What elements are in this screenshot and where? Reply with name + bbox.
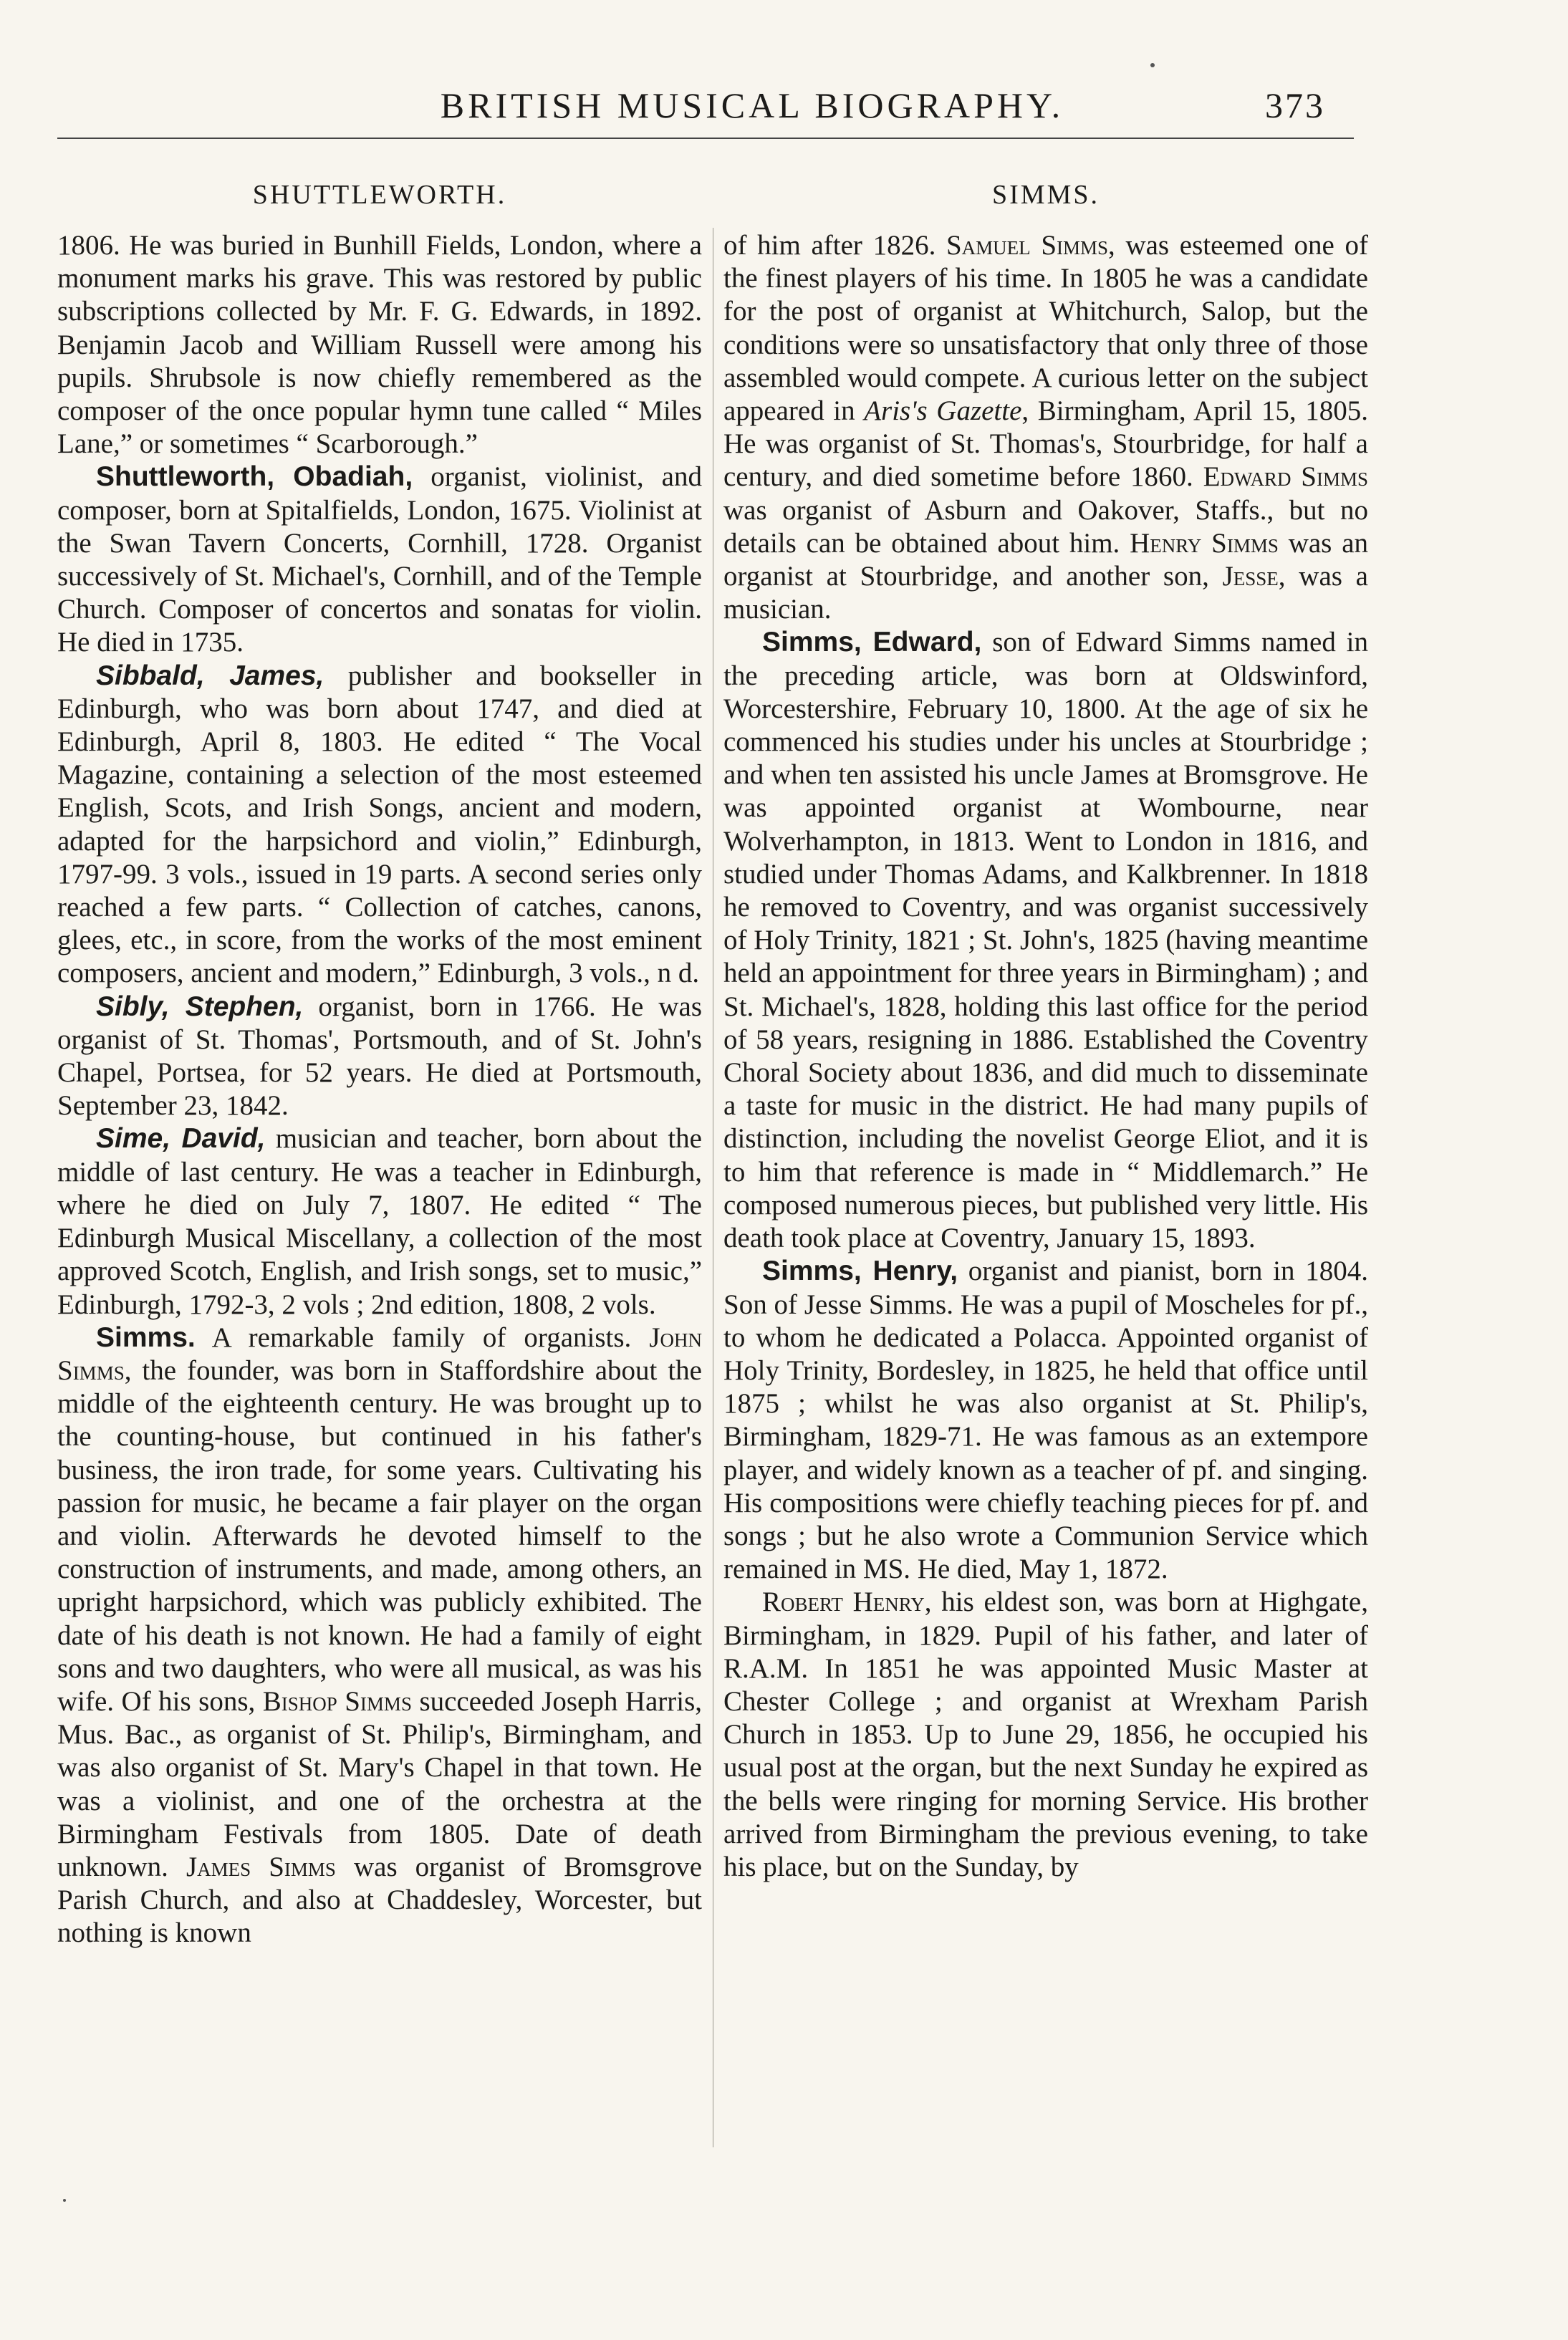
publication-title: Aris's Gazette — [864, 395, 1022, 427]
print-speck — [63, 2199, 66, 2202]
running-title: BRITISH MUSICAL BIOGRAPHY. — [440, 85, 1064, 125]
page-number: 373 — [1265, 85, 1325, 125]
person-name: Henry Simms — [1130, 527, 1279, 559]
entry-text: organist, born in 1766. He was organist of St. Thomas', Portsmouth, and of St. John's Chapel, Portsea, for 52 years. He died at Portsmouth, September 23, 1842. — [57, 991, 702, 1122]
entry-text: was organist of Asburn and Oakover, Staffs., but no details can be obtained about him. — [723, 494, 1368, 559]
entry-sime — [57, 1122, 702, 1321]
left-column-heading: SHUTTLEWORTH. — [252, 180, 507, 210]
entry-simms-family-continued — [723, 229, 1368, 626]
entry-headword: Simms. — [96, 1321, 196, 1353]
left-column — [57, 179, 702, 1950]
entry-text: , his eldest son, was born at Highgate, Birmingham, in 1829. Pupil of his father, and later of R.A.M. In 1851 he was appointed Music Master at Chester College ; and organist at Wrexham Parish Church in 1853. Up to June 29, 1856, he occupied his usual post at the organ, but the next Sunday he expired as the bells were ringing for morning Service. His brother arrived from Birmingham the previous evening, to take his place, but on the Sunday, by — [723, 1587, 1368, 1882]
entry-simms-family — [57, 1321, 702, 1950]
entry-headword: Simms, Henry, — [762, 1256, 958, 1287]
entry-sibbald — [57, 660, 702, 991]
entry-text: was an organist at Stourbridge, and another son, — [723, 527, 1368, 592]
entry-text: publisher and bookseller in Edinburgh, who was born about 1747, and died at Edinburgh, April 8, 1803. He edited “ The Vocal Magazine, containing a selection of the most esteemed English, Scots, and Irish Songs, ancient and modern, adapted for the harpsichord and violin,” Edinburgh, 1797-99. 3 vols., issued in 19 parts. A second series only reached a few parts. “ Collection of catches, canons, glees, etc., in score, from the works of the most eminent composers, ancient and modern,” Edinburgh, 3 vols., n d. — [57, 660, 702, 989]
entry-text: son of Edward Simms named in the preceding article, was born at Oldswinford, Worcestershire, February 10, 1800. At the age of six he commenced his studies under his uncles at Stourbridge ; and when ten assisted his uncle James at Bromsgrove. He was appointed organist at Wombourne, near Wolverhampton, in 1813. Went to London in 1816, and studied under Thomas Adams, and Kalkbrenner. In 1818 he removed to Coventry, and was organist successively of Holy Trinity, 1821 ; St. John's, 1825 (having meantime held an appointment for three years in Birmingham) ; and St. Michael's, 1828, holding this last office for the period of 58 years, resigning in 1886. Established the Coventry Choral Society about 1836, and did much to disseminate a taste for music in the district. He had many pupils of distinction, including the novelist George Eliot, and it is to him that reference is made in “ Middlemarch.” He composed numerous pieces, but published very little. His death took place at Coventry, January 15, 1893. — [723, 627, 1368, 1254]
entry-headword: Shuttleworth, Obadiah, — [96, 461, 413, 493]
entry-headword: Sime, David, — [96, 1123, 266, 1155]
entry-text: succeeded Joseph Harris, Mus. Bac., as organist of St. Philip's, Birmingham, and was also organist of St. Mary's Chapel in that town. He was a violinist, and one of the orchestra at the Birmingham Festivals from 1805. Date of death unknown. — [57, 1685, 703, 1882]
entry-text: was organist of Bromsgrove Parish Church, and also at Chaddesley, Worcester, but nothing is known — [57, 1851, 702, 1949]
person-name: James Simms — [186, 1851, 336, 1882]
entry-headword: Sibly, Stephen, — [96, 991, 304, 1022]
entry-text: , Birmingham, April 15, 1805. He was organist of St. Thomas's, Stourbridge, for half a century, and died sometime before 1860. — [723, 395, 1368, 493]
right-column — [723, 179, 1368, 1884]
entry-text: , was esteemed one of the finest players of his time. In 1805 he was a candidate for the post of organist at Whitchurch, Salop, but the conditions were so unsatisfactory that only three of those assembled would compete. A curious letter on the subject appeared in — [723, 230, 1368, 427]
entry-text: musician and teacher, born about the middle of last century. He was a teacher in Edinburgh, where he died on July 7, 1807. He edited “ The Edinburgh Musical Miscellany, a collection of the most approved Scotch, English, and Irish songs, set to music,” Edinburgh, 1792-3, 2 vols ; 2nd edition, 1808, 2 vols. — [57, 1123, 702, 1320]
entry-shrubsole-continued — [57, 229, 702, 461]
entry-headword: Simms, Edward, — [762, 627, 982, 658]
entry-text: , was a musician. — [723, 561, 1368, 625]
entry-text: A remarkable family of organists. — [195, 1321, 650, 1353]
person-name: Bishop Simms — [262, 1685, 412, 1717]
person-name: John Simms — [57, 1321, 702, 1386]
person-name: Robert Henry — [762, 1587, 925, 1618]
running-header — [57, 77, 1354, 139]
person-name: Jesse — [1222, 561, 1279, 592]
entry-text: organist, violinist, and composer, born at Spitalfields, London, 1675. Violinist at the Swan Tavern Concerts, Cornhill, 1728. Organist successively of St. Michael's, Cornhill, and of the Temple Church. Composer of concertos and sonatas for violin. He died in 1735. — [57, 461, 702, 658]
person-name: Samuel Simms — [946, 230, 1109, 261]
entry-simms-henry — [723, 1255, 1368, 1586]
entry-text: organist and pianist, born in 1804. Son of Jesse Simms. He was a pupil of Moscheles for pf., to whom he dedicated a Polacca. Appointed organist of Holy Trinity, Bordesley, in 1825, he held that office until 1875 ; whilst he was also organist at St. Philip's, Birmingham, 1829-71. He was famous as an extempore player, and widely known as a teacher of pf. and singing. His compositions were chiefly teaching pieces for pf. and songs ; but he also wrote a Communion Service which remained in MS. He died, May 1, 1872. — [723, 1256, 1368, 1585]
person-name: Edward Simms — [1203, 461, 1368, 493]
entry-text: 1806. He was buried in Bunhill Fields, London, where a monument marks his grave. This was restored by public subscriptions collected by Mr. F. G. Edwards, in 1892. Benjamin Jacob and William Russell were among his pupils. Shrubsole is now chiefly remembered as the composer of the once popular hymn tune called “ Miles Lane,” or sometimes “ Scarborough.” — [57, 230, 702, 460]
entry-text: , the founder, was born in Staffordshire about the middle of the eighteenth century. He was brought up to the counting-house, but continued in his father's business, the iron trade, for some years. Cultivating his passion for music, he became a fair player on the organ and violin. Afterwards he devoted himself to the construction of instruments, and made, among others, an upright harpsichord, which was publicly exhibited. The date of his death is not known. He had a family of eight sons and two daughters, who were all musical, as was his wife. Of his sons, — [57, 1354, 702, 1717]
right-column-heading: SIMMS. — [992, 180, 1100, 210]
entry-shuttleworth — [57, 461, 702, 659]
entry-simms-edward — [723, 626, 1368, 1255]
entry-text: of him after 1826. — [723, 230, 946, 261]
print-speck — [1150, 63, 1155, 67]
entry-headword: Sibbald, James, — [96, 660, 324, 691]
entry-robert-henry — [723, 1586, 1368, 1884]
entry-sibly — [57, 991, 702, 1123]
